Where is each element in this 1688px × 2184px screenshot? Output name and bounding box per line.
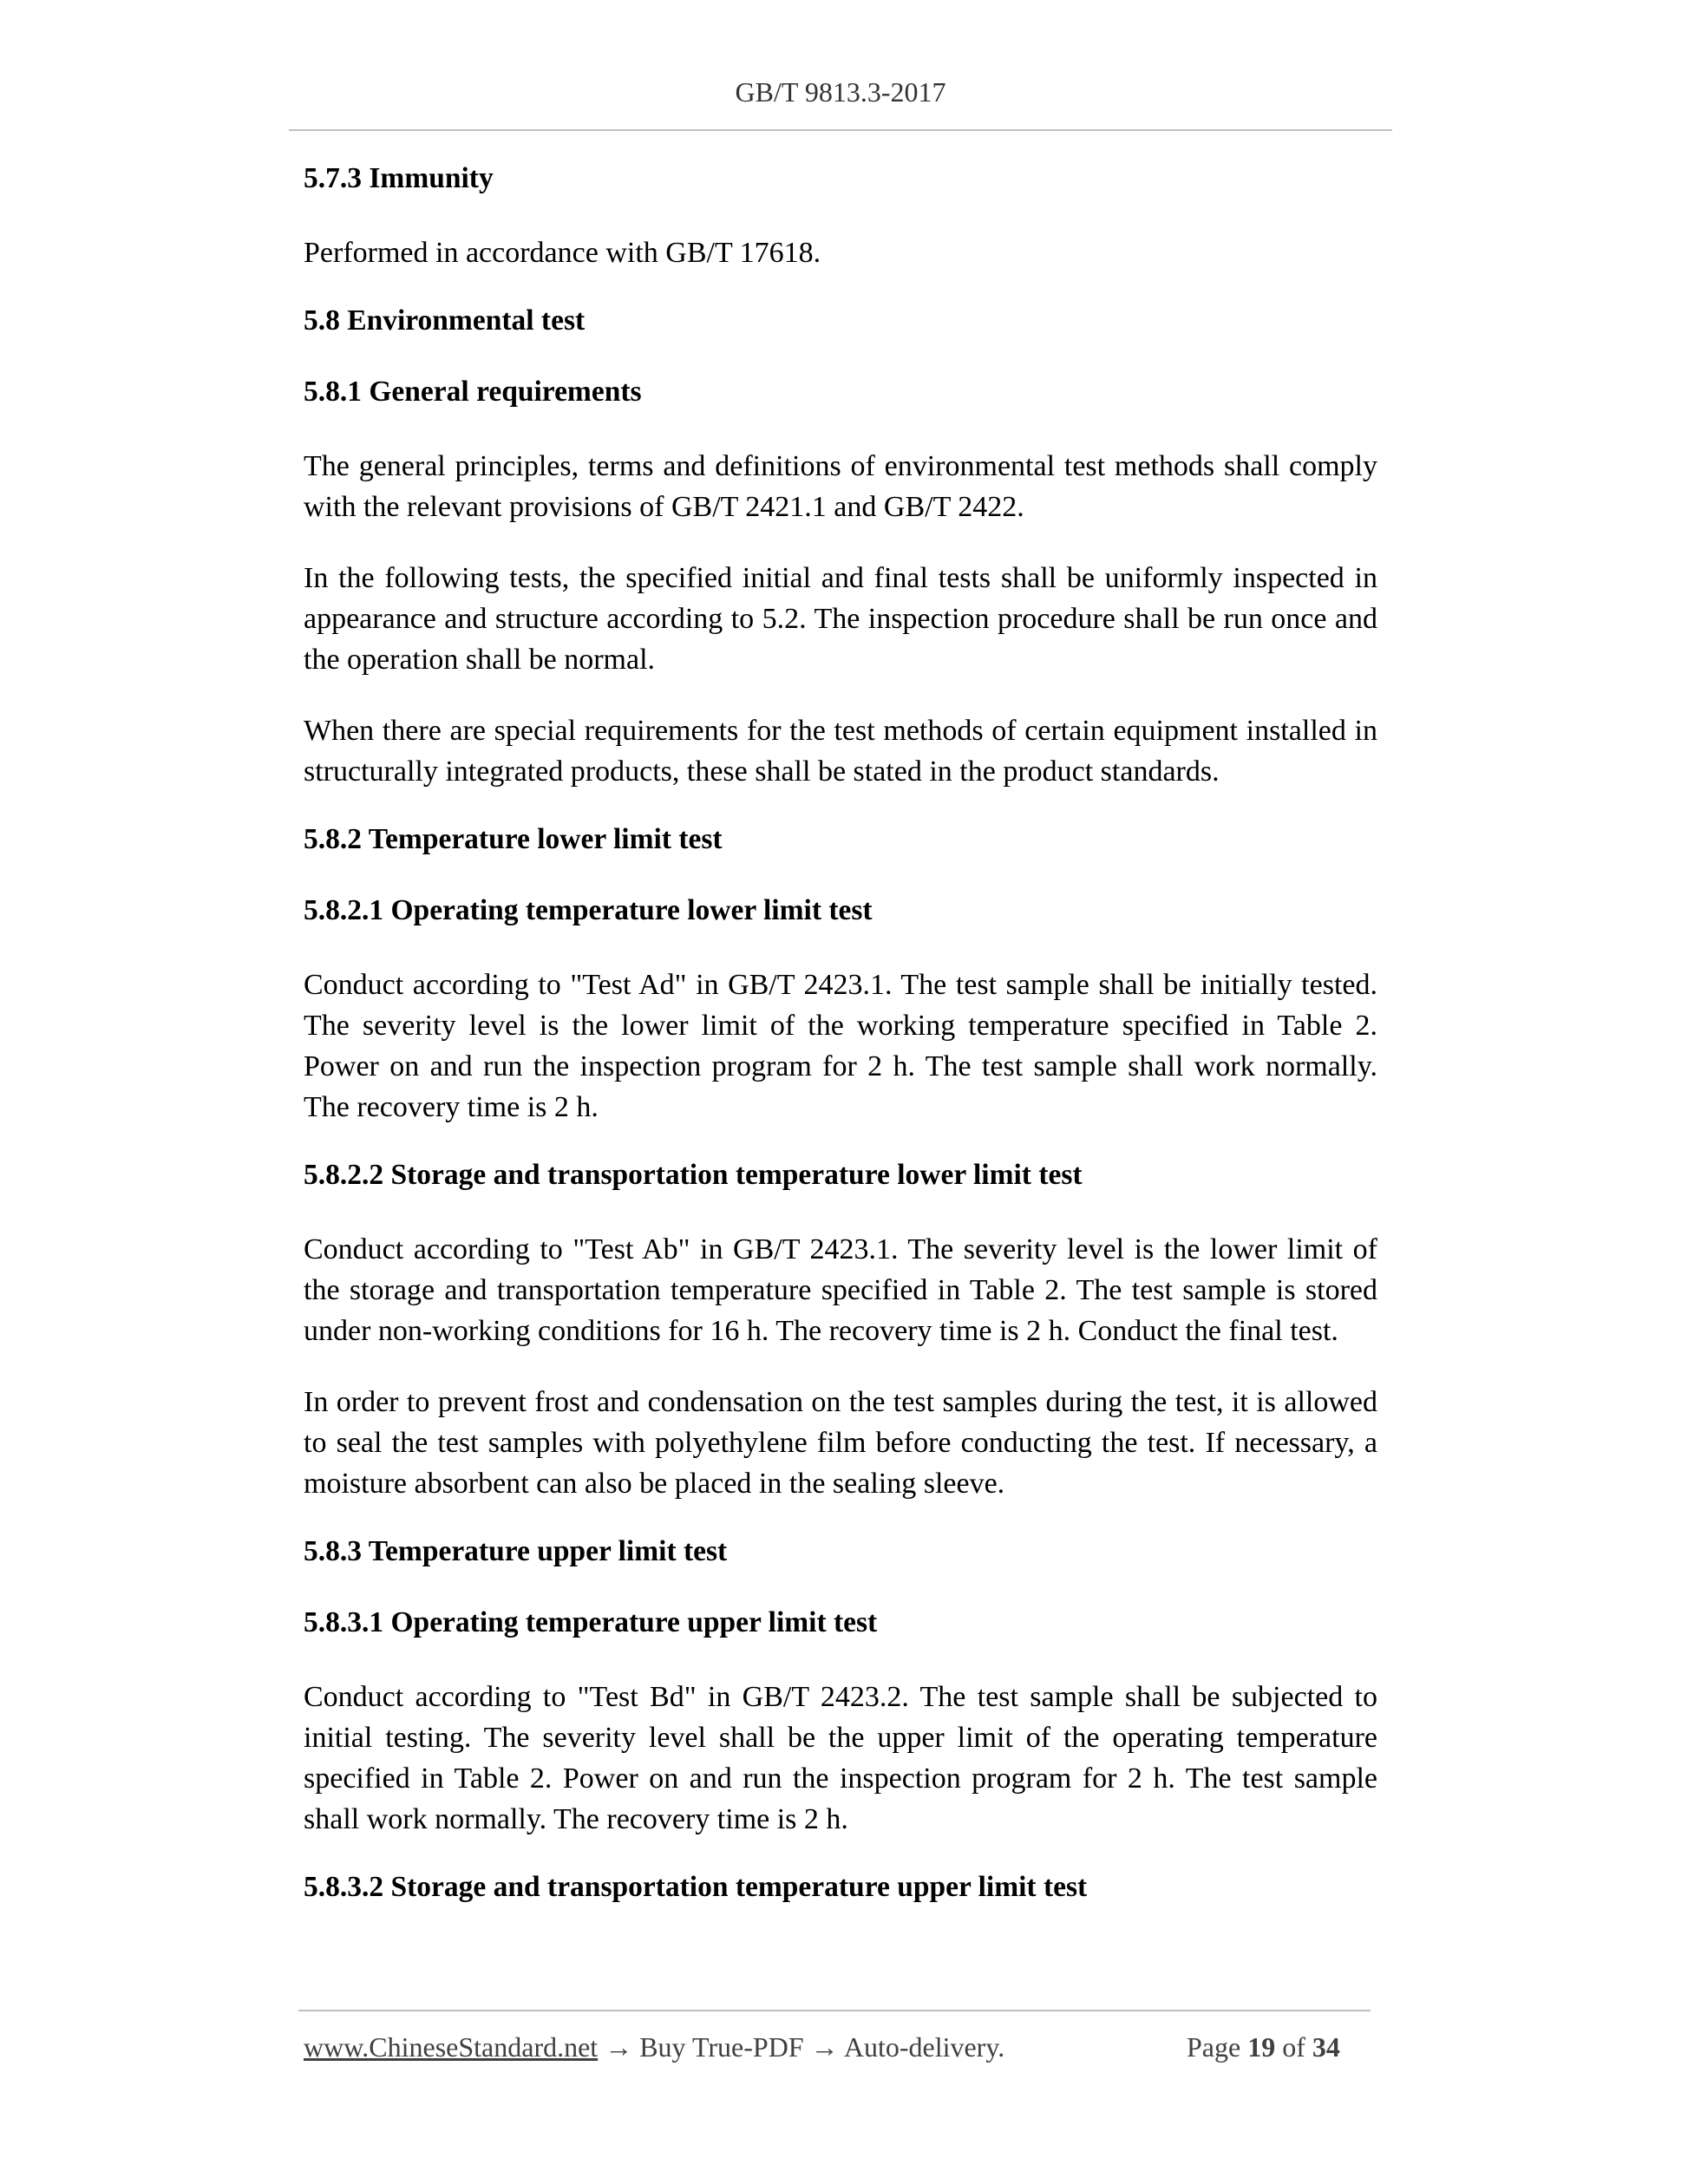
paragraph-5-8-1-b: In the following tests, the specified initial and final tests shall be uniformly inspected in appearance and structure according to 5.2. The inspection procedure shall be run once and the operation shall be normal. <box>304 562 1377 676</box>
document-body <box>304 161 1377 1941</box>
heading-5-8-1: 5.8.1 General requirements <box>304 376 642 408</box>
website-link[interactable]: www.ChineseStandard.net <box>304 2031 599 2063</box>
heading-5-8-3-1: 5.8.3.1 Operating temperature upper limit test <box>304 1606 878 1638</box>
page-number <box>1187 2030 1340 2064</box>
current-page-number: 19 <box>1247 2031 1276 2063</box>
heading-5-8-3: 5.8.3 Temperature upper limit test <box>304 1535 728 1567</box>
heading-5-7-3: 5.7.3 Immunity <box>304 162 494 194</box>
footer-promo <box>304 2030 1004 2064</box>
paragraph-5-8-2-1: Conduct according to "Test Ad" in GB/T 2423.1. The test sample shall be initially tested. The severity level is the lower limit of the working temperature specified in Table 2. Power on and run the inspection program for 2 h. The test sample shall work normally. The recovery time is 2 h. <box>304 969 1377 1123</box>
heading-5-8-2-1: 5.8.2.1 Operating temperature lower limit test <box>304 894 873 926</box>
heading-5-8-2: 5.8.2 Temperature lower limit test <box>304 823 723 855</box>
paragraph-5-7-3: Performed in accordance with GB/T 17618. <box>304 237 821 269</box>
heading-5-8: 5.8 Environmental test <box>304 304 586 337</box>
footer-divider <box>298 2010 1371 2011</box>
page-of-label: of <box>1282 2031 1305 2063</box>
page-label: Page <box>1187 2031 1241 2063</box>
heading-5-8-2-2: 5.8.2.2 Storage and transportation temperature lower limit test <box>304 1159 1083 1191</box>
heading-5-8-3-2: 5.8.3.2 Storage and transportation temperature upper limit test <box>304 1871 1088 1903</box>
page-header-title: GB/T 9813.3-2017 <box>735 76 946 108</box>
paragraph-5-8-3-1: Conduct according to "Test Bd" in GB/T 2423.2. The test sample shall be subjected to initial testing. The severity level shall be the upper limit of the operating temperature specified in Table 2. Power on and run the inspection program for 2 h. The test sample shall work normally. The recovery time is 2 h. <box>304 1681 1377 1835</box>
total-pages-number: 34 <box>1312 2031 1340 2063</box>
footer-tagline: → Buy True-PDF → Auto-delivery. <box>598 2031 1005 2063</box>
paragraph-5-8-1-c: When there are special requirements for the test methods of certain equipment installed in structurally integrated products, these shall be stated in the product standards. <box>304 715 1377 788</box>
paragraph-5-8-2-2-a: Conduct according to "Test Ab" in GB/T 2423.1. The severity level is the lower limit of the storage and transportation temperature specified in Table 2. The test sample is stored under non-working conditions for 16 h. The recovery time is 2 h. Conduct the final test. <box>304 1233 1377 1347</box>
paragraph-5-8-2-2-b: In order to prevent frost and condensation on the test samples during the test, it is allowed to seal the test samples with polyethylene film before conducting the test. If necessary, a moisture absorbent can also be placed in the sealing sleeve. <box>304 1386 1377 1500</box>
header-divider <box>289 129 1392 131</box>
paragraph-5-8-1-a: The general principles, terms and definitions of environmental test methods shall comply with the relevant provisions of GB/T 2421.1 and GB/T 2422. <box>304 450 1377 523</box>
